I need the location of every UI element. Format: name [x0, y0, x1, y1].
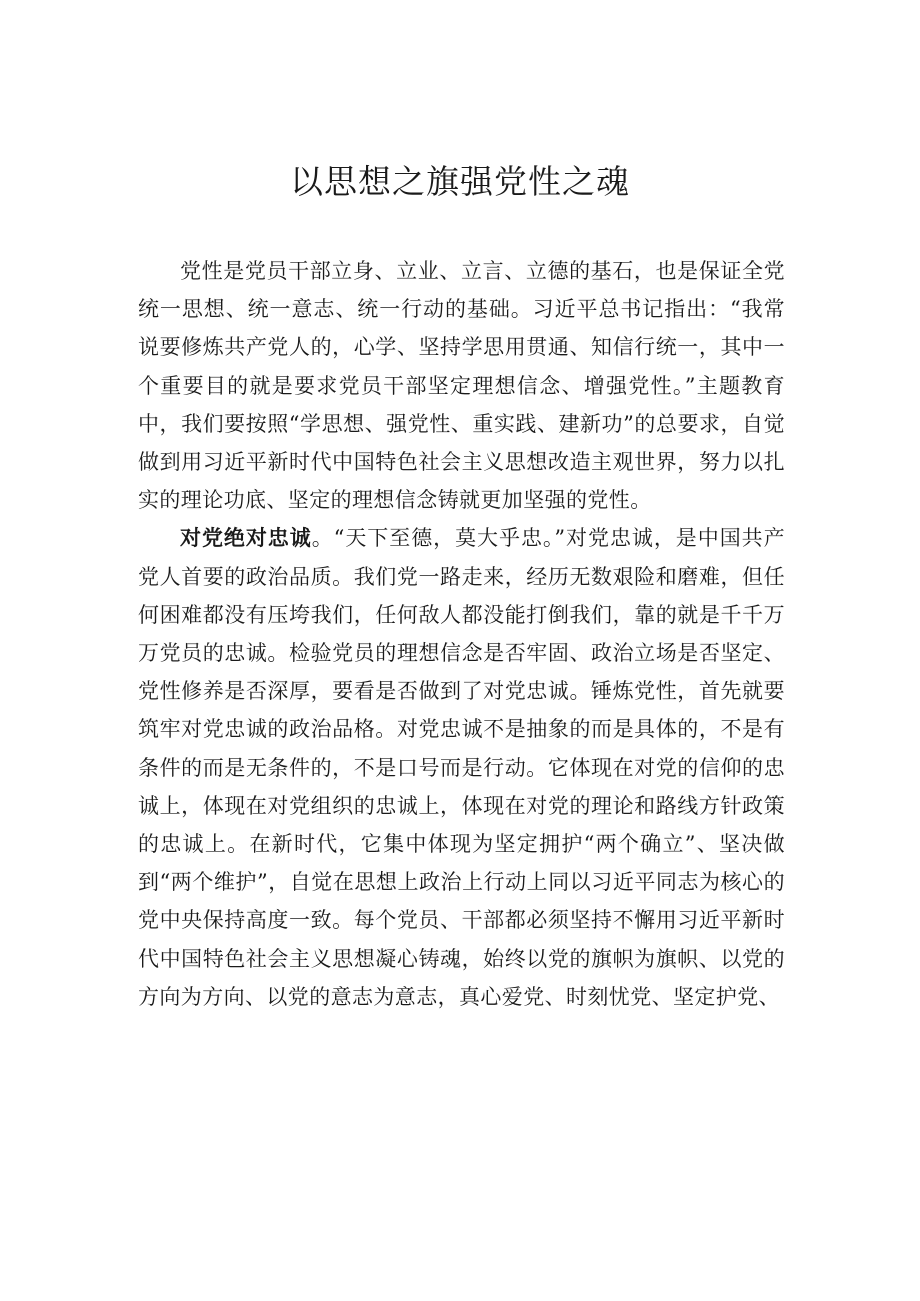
paragraph-intro	[138, 252, 785, 519]
document-body	[138, 252, 785, 1016]
document-title: 以思想之旗强党性之魂	[290, 162, 630, 201]
paragraph-loyalty-lead: 对党绝对忠诚	[180, 525, 312, 551]
paragraph-loyalty	[138, 519, 785, 1016]
paragraph-intro-text: 党性是党员干部立身、立业、立言、立德的基石，也是保证全党统一思想、统一意志、统一行动的基础。习近平总书记指出：“我常说要修炼共产党人的，心学、坚持学思用贯通、知信行统一，其中一个重要目的就是要求党员干部坚定理想信念、增强党性。”主题教育中，我们要按照“学思想、强党性、重实践、建新功”的总要求，自觉做到用习近平新时代中国特色社会主义思想改造主观世界，努力以扎实的理论功底、坚定的理想信念铸就更加坚强的党性。	[138, 259, 785, 513]
paragraph-loyalty-text: 。“天下至德，莫大乎忠。”对党忠诚，是中国共产党人首要的政治品质。我们党一路走来，经历无数艰险和磨难，但任何困难都没有压垮我们，任何敌人都没能打倒我们，靠的就是千千万万党员的忠诚。检验党员的理想信念是否牢固、政治立场是否坚定、党性修养是否深厚，要看是否做到了对党忠诚。锤炼党性，首先就要筑牢对党忠诚的政治品格。对党忠诚不是抽象的而是具体的，不是有条件的而是无条件的，不是口号而是行动。它体现在对党的信仰的忠诚上，体现在对党组织的忠诚上，体现在对党的理论和路线方针政策的忠诚上。在新时代，它集中体现为坚定拥护“两个确立”、坚决做到“两个维护”，自觉在思想上政治上行动上同以习近平同志为核心的党中央保持高度一致。每个党员、干部都必须坚持不懈用习近平新时代中国特色社会主义思想凝心铸魂，始终以党的旗帜为旗帜、以党的方向为方向、以党的意志为意志，真心爱党、时刻忧党、坚定护党、	[138, 526, 786, 1009]
